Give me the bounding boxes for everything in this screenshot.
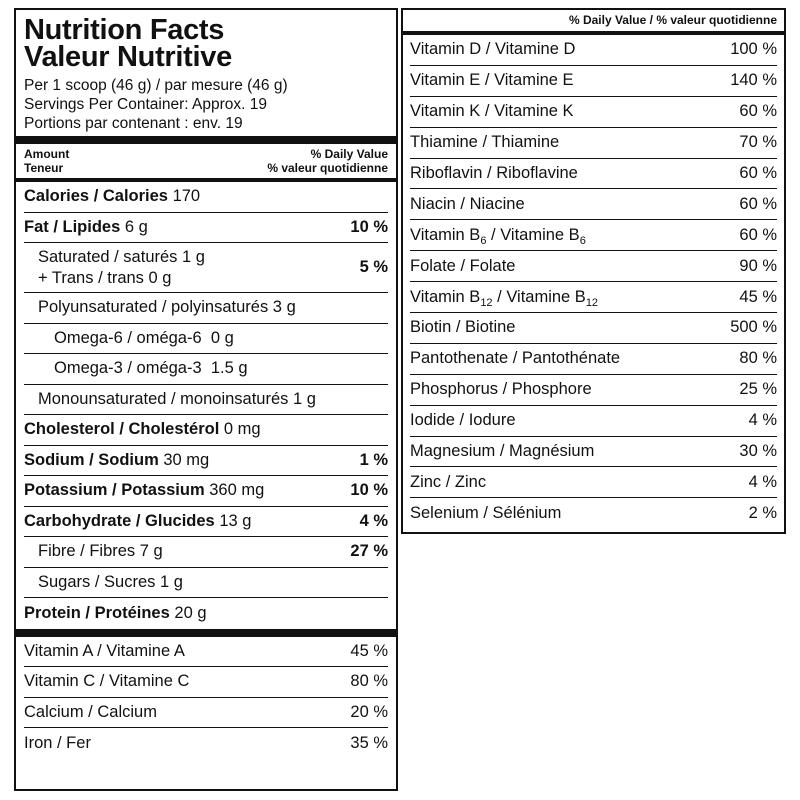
vitamin-row-pantothenate: Pantothenate / Pantothénate 80 % xyxy=(410,344,777,375)
nutrient-row-fibre: Fibre / Fibres 7 g 27 % xyxy=(24,537,388,568)
title-french: Valeur Nutritive xyxy=(24,41,232,73)
vitamin-row-c: Vitamin C / Vitamine C 80 % xyxy=(24,667,388,698)
mineral-row-calcium: Calcium / Calcium 20 % xyxy=(24,698,388,729)
nutrient-row-cholesterol: Cholesterol / Cholestérol 0 mg xyxy=(24,415,388,446)
mineral-row-iodide: Iodide / Iodure 4 % xyxy=(410,406,777,437)
daily-value-label: % Daily Value xyxy=(310,147,388,161)
thick-divider xyxy=(16,136,396,144)
nutrition-facts-panel xyxy=(14,8,398,791)
nutrient-row-carbohydrate: Carbohydrate / Glucides 13 g 4 % xyxy=(24,507,388,538)
title-english: Nutrition Facts xyxy=(24,14,225,46)
vitamin-row-e: Vitamin E / Vitamine E 140 % xyxy=(410,66,777,97)
thick-divider-bottom xyxy=(16,629,396,637)
vitamin-row-biotin: Biotin / Biotine 500 % xyxy=(410,313,777,344)
servings-per-container: Servings Per Container: Approx. 19 xyxy=(24,96,267,113)
nutrient-row-saturated-trans: Saturated / saturés 1 g + Trans / trans 0 g 5 % xyxy=(24,243,388,293)
vitamins-panel xyxy=(401,8,786,534)
portions-per-container: Portions par contenant : env. 19 xyxy=(24,115,243,132)
mineral-row-iron: Iron / Fer 35 % xyxy=(24,733,388,752)
mineral-row-magnesium: Magnesium / Magnésium 30 % xyxy=(410,437,777,468)
vitamin-row-niacin: Niacin / Niacine 60 % xyxy=(410,189,777,220)
serving-size: Per 1 scoop (46 g) / par mesure (46 g) xyxy=(24,77,288,94)
vitamin-row-k: Vitamin K / Vitamine K 60 % xyxy=(410,97,777,128)
nutrient-row-omega6: Omega-6 / oméga-6 0 g xyxy=(24,324,388,355)
vitamin-row-b12: Vitamin $B_{12}$ / Vitamine $B_{12}$ 45 % xyxy=(410,282,777,313)
calories-value: 170 xyxy=(172,187,201,206)
nutrient-row-sodium: Sodium / Sodium 30 mg 1 % xyxy=(24,446,388,477)
vitamin-row-a: Vitamin A / Vitamine A 45 % xyxy=(24,637,388,668)
nutrient-row-fat: Fat / Lipides 6 g 10 % xyxy=(24,213,388,244)
daily-value-label-fr: % valeur quotidienne xyxy=(267,161,388,175)
vitamin-row-folate: Folate / Folate 90 % xyxy=(410,251,777,282)
mineral-row-zinc: Zinc / Zinc 4 % xyxy=(410,467,777,498)
mineral-row-phosphorus: Phosphorus / Phosphore 25 % xyxy=(410,375,777,406)
column-header xyxy=(24,144,388,178)
nutrient-row-omega3: Omega-3 / oméga-3 1.5 g xyxy=(24,354,388,385)
vitamin-row-riboflavin: Riboflavin / Riboflavine 60 % xyxy=(410,159,777,190)
nutrient-row-polyunsaturated: Polyunsaturated / polyinsaturés 3 g xyxy=(24,293,388,324)
calories-row xyxy=(24,182,388,213)
nutrient-row-sugars: Sugars / Sucres 1 g xyxy=(24,568,388,599)
nutrient-row-monounsaturated: Monounsaturated / monoinsaturés 1 g xyxy=(24,385,388,416)
daily-value-header: % Daily Value / % valeur quotidienne xyxy=(403,10,784,35)
teneur-label: Teneur xyxy=(24,161,64,175)
amount-label: Amount xyxy=(24,147,70,161)
nutrient-row-potassium: Potassium / Potassium 360 mg 10 % xyxy=(24,476,388,507)
nutrient-row-protein: Protein / Protéines 20 g xyxy=(24,603,207,622)
mineral-row-selenium: Selenium / Sélénium 2 % xyxy=(410,504,777,523)
calories-label: Calories / Calories xyxy=(24,187,168,206)
vitamin-row-thiamine: Thiamine / Thiamine 70 % xyxy=(410,128,777,159)
vitamin-row-b6: Vitamin $B_6$ / Vitamine $B_6$ 60 % xyxy=(410,220,777,251)
vitamin-row-d: Vitamin D / Vitamine D 100 % xyxy=(410,35,777,66)
